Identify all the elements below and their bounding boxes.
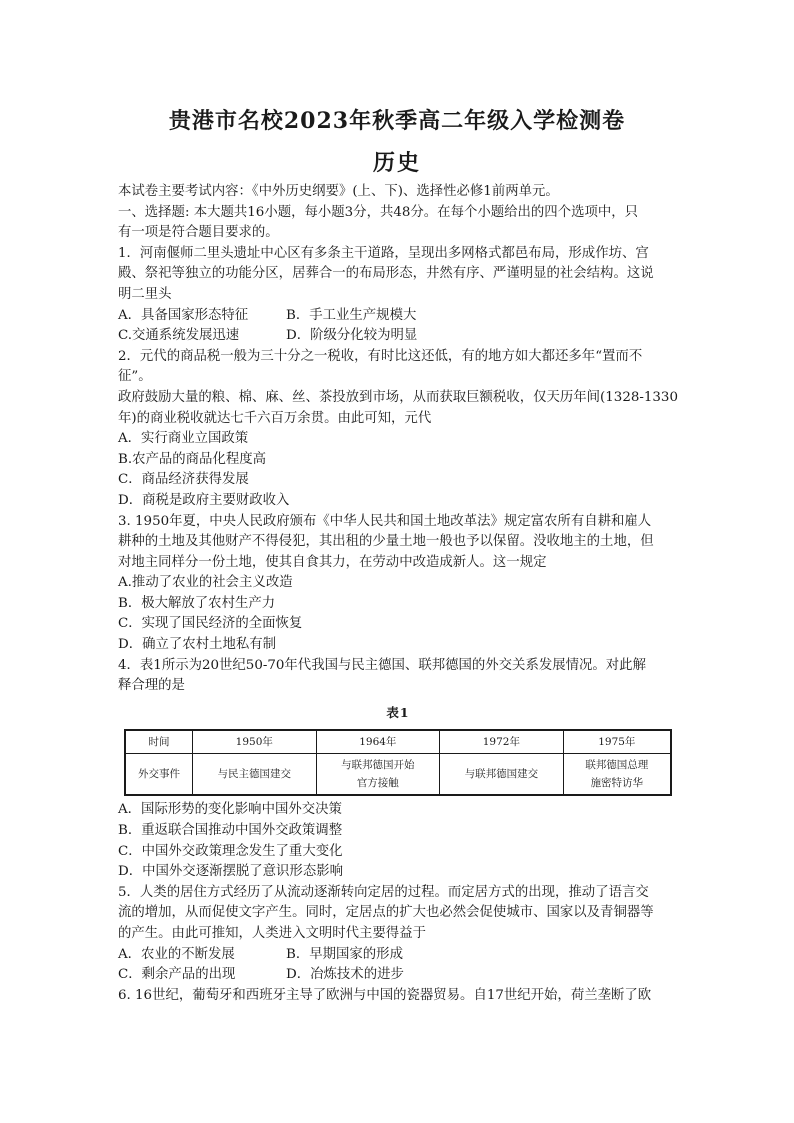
q2-option-c: C．商品经济获得发展 (118, 472, 249, 488)
q1-stem-line3: 明二里头 (118, 286, 172, 302)
q4-option-a: A．国际形势的变化影响中国外交决策 (118, 802, 342, 818)
q1-option-c: C.交通系统发展迅速 (118, 328, 240, 344)
q1-option-a: A．具备国家形态特征 (118, 307, 249, 323)
q5-option-c: C．剩余产品的出现 (118, 967, 236, 983)
q2-stem-line3: 政府鼓励大量的粮、棉、麻、丝、茶投放到市场，从而获取巨额税收，仅天历年间(1328-1330 (118, 389, 678, 405)
q3-stem-line2: 耕种的土地及其他财产不得侵犯，其出租的少量土地一般也予以保留。没收地主的土地，但 (118, 534, 654, 550)
table-row-label: 外交事件 (125, 754, 193, 796)
q3-option-d: D．确立了农村土地私有制 (118, 637, 277, 653)
q1-option-d: D．阶级分化较为明显 (286, 328, 418, 344)
q4-option-b: B．重返联合国推动中国外交政策调整 (118, 823, 343, 839)
q5-options-row2 (118, 965, 678, 986)
q2-stem-line1: 2．元代的商品税一般为三十分之一税收，有时比这还低，有的地方如大都还多年“置而不 (118, 348, 643, 364)
q4-option-c: C．中国外交政策理念发生了重大变化 (118, 843, 343, 859)
q3-option-b: B．极大解放了农村生产力 (118, 595, 276, 611)
table-year-1964: 1964年 (316, 730, 440, 754)
table-year-1975: 1975年 (563, 730, 671, 754)
table-event-1950: 与民主德国建交 (193, 754, 317, 796)
q3-stem-line1: 3. 1950年夏，中央人民政府颁布《中华人民共和国土地改革法》规定富农所有自耕和雇人 (118, 513, 652, 529)
q2-stem-line4: 年)的商业税收就达七千六百万余贯。由此可知，元代 (118, 410, 432, 426)
q2-option-d: D．商税是政府主要财政收入 (118, 492, 290, 508)
table-event-1975: 联邦德国总理 施密特访华 (563, 754, 671, 796)
table-event-1964: 与联邦德国开始 官方接触 (316, 754, 440, 796)
q1-stem-line1: 1．河南偃师二里头遗址中心区有多条主干道路，呈现出多网格式都邑布局，形成作坊、宫 (118, 245, 649, 261)
table-year-1950: 1950年 (193, 730, 317, 754)
q5-options-row1 (118, 945, 678, 966)
q4-stem-line1: 4．表1所示为20世纪50-70年代我国与民主德国、联邦德国的外交关系发展情况。对此解 (118, 657, 646, 673)
q3-stem-line3: 对地主同样分一份土地，使其自食其力，在劳动中改造成新人。这一规定 (118, 554, 547, 570)
q5-option-b: B．早期国家的形成 (286, 946, 403, 962)
q5-stem-line2: 流的增加，从而促使文字产生。同时，定居点的扩大也必然会促使城市、国家以及青铜器等 (118, 905, 654, 921)
section-instructions-line1: 一、选择题: 本大题共16小题，每小题3分，共48分。在每个小题给出的四个选项中，只 (118, 204, 639, 220)
q3-option-c: C．实现了国民经济的全面恢复 (118, 616, 303, 632)
q2-stem-line2: 征”。 (118, 369, 152, 385)
exam-subject: 历史 (372, 150, 421, 176)
q5-stem-line1: 5．人类的居住方式经历了从流动逐渐转向定居的过程。而定居方式的出现，推动了语言交 (118, 884, 649, 900)
q1-options-row1 (118, 306, 678, 327)
q2-option-b: B.农产品的商品化程度高 (118, 451, 267, 467)
q5-option-a: A．农业的不断发展 (118, 946, 235, 962)
exam-title: 贵港市名校2023年秋季高二年级入学检测卷 (168, 108, 626, 134)
diplomacy-table (124, 729, 672, 796)
table-caption: 表1 (386, 704, 410, 720)
q6-stem-line1: 6. 16世纪，葡萄牙和西班牙主导了欧洲与中国的瓷器贸易。自17世纪开始，荷兰垄断了欧 (118, 987, 652, 1003)
q4-option-d: D．中国外交逐渐摆脱了意识形态影响 (118, 864, 343, 880)
q2-option-a: A．实行商业立国政策 (118, 431, 249, 447)
table-event-1972: 与联邦德国建交 (440, 754, 564, 796)
q1-option-b: B．手工业生产规模大 (286, 307, 417, 323)
q3-option-a: A.推动了农业的社会主义改造 (118, 575, 293, 591)
q5-stem-line3: 的产生。由此可推知，人类进入文明时代主要得益于 (118, 926, 426, 941)
table-header-row (125, 730, 671, 754)
table-row-header: 时间 (125, 730, 193, 754)
exam-content (118, 182, 678, 1006)
scope-note: 本试卷主要考试内容：《中外历史纲要》(上、下)、选择性必修1前两单元。 (118, 184, 559, 199)
section-instructions-line2: 有一项是符合题目要求的。 (118, 225, 279, 241)
q1-stem-line2: 殿、祭祀等独立的功能分区，居葬合一的布局形态，井然有序、严谨明显的社会结构。这说 (118, 266, 654, 282)
q5-option-d: D．冶炼技术的进步 (286, 967, 404, 983)
table-body-row (125, 754, 671, 796)
q1-options-row2 (118, 326, 678, 347)
table-year-1972: 1972年 (440, 730, 564, 754)
q4-stem-line2: 释合理的是 (118, 678, 185, 694)
